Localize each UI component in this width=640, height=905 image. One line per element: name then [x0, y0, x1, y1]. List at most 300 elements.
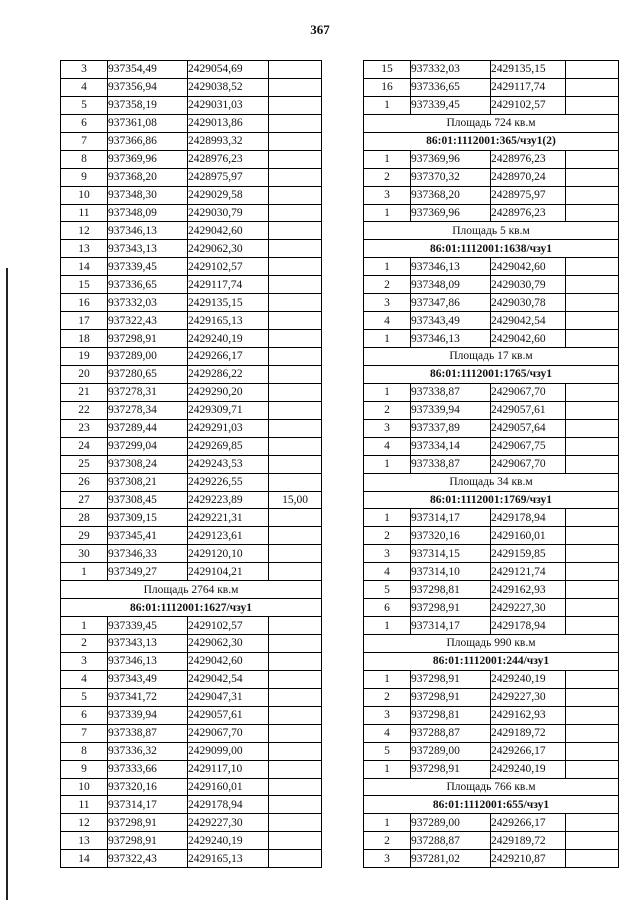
extra-value [269, 706, 322, 724]
coordinate-row [61, 760, 322, 778]
coordinate-row [61, 330, 322, 348]
extra-value [269, 473, 322, 491]
point-number: 2 [364, 401, 411, 419]
coord-y: 2429057,61 [491, 401, 566, 419]
coordinate-row [61, 114, 322, 132]
coord-y: 2429030,79 [188, 204, 269, 222]
coord-x: 937280,65 [108, 365, 188, 383]
extra-value [566, 168, 619, 186]
coordinate-row [364, 545, 619, 563]
coord-y: 2429057,61 [188, 706, 269, 724]
coord-x: 937346,13 [108, 222, 188, 240]
coordinate-row [364, 401, 619, 419]
coord-y: 2429223,89 [188, 491, 269, 509]
coord-x: 937298,91 [108, 832, 188, 850]
extra-value [566, 186, 619, 204]
coordinate-row [364, 688, 619, 706]
coordinate-row [364, 204, 619, 222]
coord-x: 937338,87 [411, 383, 491, 401]
extra-value [269, 78, 322, 96]
extra-value [269, 670, 322, 688]
extra-value [269, 814, 322, 832]
coord-y: 2429057,64 [491, 419, 566, 437]
point-number: 21 [61, 383, 108, 401]
parcel-header-row [364, 652, 619, 670]
coord-y: 2428970,24 [491, 168, 566, 186]
coordinate-row [61, 365, 322, 383]
coord-y: 2429029,58 [188, 186, 269, 204]
coord-y: 2428976,23 [491, 204, 566, 222]
coord-x: 937298,91 [411, 688, 491, 706]
coord-y: 2429102,57 [188, 617, 269, 635]
coord-y: 2429135,15 [188, 294, 269, 312]
extra-value [566, 419, 619, 437]
coord-x: 937338,87 [108, 724, 188, 742]
coord-y: 2429042,60 [491, 330, 566, 348]
coord-x: 937298,81 [411, 581, 491, 599]
point-number: 17 [61, 312, 108, 330]
coordinate-row [61, 276, 322, 294]
extra-value [269, 419, 322, 437]
point-number: 1 [364, 617, 411, 635]
point-number: 29 [61, 527, 108, 545]
coordinate-row [364, 742, 619, 760]
coord-x: 937349,27 [108, 563, 188, 581]
extra-value [566, 401, 619, 419]
coordinate-row [61, 527, 322, 545]
point-number: 16 [364, 78, 411, 96]
parcel-header-row [364, 796, 619, 814]
extra-value [269, 168, 322, 186]
point-number: 2 [364, 527, 411, 545]
coordinate-row [61, 312, 322, 330]
coord-y: 2429240,19 [188, 832, 269, 850]
point-number: 3 [364, 419, 411, 437]
coord-x: 937298,91 [411, 670, 491, 688]
extra-value [269, 617, 322, 635]
coord-y: 2429042,60 [188, 222, 269, 240]
point-number: 5 [364, 581, 411, 599]
coordinate-row [61, 294, 322, 312]
coord-y: 2429117,74 [188, 276, 269, 294]
coord-y: 2429178,94 [491, 509, 566, 527]
coord-y: 2429227,30 [188, 814, 269, 832]
coordinate-row [364, 150, 619, 168]
extra-value [269, 61, 322, 79]
coord-y: 2428976,23 [188, 150, 269, 168]
coord-y: 2429162,93 [491, 581, 566, 599]
coord-y: 2429189,72 [491, 832, 566, 850]
coord-x: 937314,17 [411, 509, 491, 527]
coord-y: 2429210,87 [491, 850, 566, 868]
coord-x: 937299,04 [108, 437, 188, 455]
point-number: 4 [364, 724, 411, 742]
coord-y: 2429159,85 [491, 545, 566, 563]
coord-x: 937314,15 [411, 545, 491, 563]
extra-value [269, 401, 322, 419]
coord-x: 937339,45 [411, 96, 491, 114]
point-number: 1 [364, 204, 411, 222]
coord-y: 2429099,00 [188, 742, 269, 760]
coord-y: 2429290,20 [188, 383, 269, 401]
coordinate-row [61, 742, 322, 760]
coordinate-row [364, 96, 619, 114]
coordinate-row [61, 455, 322, 473]
coord-y: 2429054,69 [188, 61, 269, 79]
coordinate-row [61, 850, 322, 868]
parcel-header-row [364, 132, 619, 150]
coordinate-row [61, 419, 322, 437]
extra-value [269, 778, 322, 796]
coordinate-row [61, 635, 322, 653]
point-number: 7 [61, 132, 108, 150]
point-number: 8 [61, 150, 108, 168]
coordinate-row [364, 330, 619, 348]
coordinate-row [364, 760, 619, 778]
coord-x: 937348,09 [411, 276, 491, 294]
area-label: Площадь 17 кв.м [364, 348, 619, 366]
extra-value [269, 509, 322, 527]
coord-y: 2429269,85 [188, 437, 269, 455]
extra-value [269, 455, 322, 473]
extra-value [269, 365, 322, 383]
coord-x: 937346,13 [411, 258, 491, 276]
coordinate-row [364, 61, 619, 79]
area-label: Площадь 766 кв.м [364, 778, 619, 796]
coordinate-row [61, 258, 322, 276]
coordinate-row [364, 563, 619, 581]
coord-x: 937320,16 [411, 527, 491, 545]
coord-x: 937345,41 [108, 527, 188, 545]
coord-y: 2429030,79 [491, 276, 566, 294]
coord-x: 937339,45 [108, 617, 188, 635]
point-number: 1 [364, 150, 411, 168]
coordinate-row [364, 168, 619, 186]
coordinate-row [364, 383, 619, 401]
point-number: 4 [61, 78, 108, 96]
coordinate-row [61, 383, 322, 401]
coordinate-row [61, 61, 322, 79]
point-number: 5 [364, 742, 411, 760]
area-row [364, 348, 619, 366]
extra-value [566, 150, 619, 168]
point-number: 6 [61, 114, 108, 132]
extra-value [566, 832, 619, 850]
coord-y: 2429067,75 [491, 437, 566, 455]
extra-value [566, 312, 619, 330]
coordinate-row [364, 455, 619, 473]
point-number: 10 [61, 186, 108, 204]
point-number: 1 [364, 330, 411, 348]
extra-value [269, 258, 322, 276]
extra-value [269, 348, 322, 366]
point-number: 2 [364, 832, 411, 850]
coord-y: 2429160,01 [188, 778, 269, 796]
coord-y: 2429030,78 [491, 294, 566, 312]
coord-y: 2428993,32 [188, 132, 269, 150]
extra-value [269, 114, 322, 132]
parcel-cadastral-number: 86:01:1112001:655/чзу1 [364, 796, 619, 814]
coordinate-row [364, 437, 619, 455]
extra-value [566, 724, 619, 742]
extra-value [269, 527, 322, 545]
point-number: 6 [364, 599, 411, 617]
area-label: Площадь 724 кв.м [364, 114, 619, 132]
coord-x: 937368,20 [411, 186, 491, 204]
coord-y: 2429227,30 [491, 688, 566, 706]
coord-y: 2429067,70 [491, 455, 566, 473]
point-number: 13 [61, 240, 108, 258]
extra-value [566, 527, 619, 545]
coord-x: 937309,15 [108, 509, 188, 527]
extra-value [269, 186, 322, 204]
coord-x: 937368,20 [108, 168, 188, 186]
coord-x: 937288,87 [411, 724, 491, 742]
point-number: 5 [61, 688, 108, 706]
coordinate-row [364, 617, 619, 635]
coord-x: 937289,00 [108, 348, 188, 366]
point-number: 4 [364, 312, 411, 330]
coord-y: 2429266,17 [188, 348, 269, 366]
point-number: 11 [61, 204, 108, 222]
parcel-header-row [364, 491, 619, 509]
coord-y: 2429062,30 [188, 240, 269, 258]
coord-y: 2429165,13 [188, 850, 269, 868]
extra-value [269, 832, 322, 850]
extra-value [269, 312, 322, 330]
coord-y: 2429067,70 [491, 383, 566, 401]
extra-value [269, 760, 322, 778]
coord-x: 937346,33 [108, 545, 188, 563]
coord-x: 937336,32 [108, 742, 188, 760]
coordinate-row [61, 240, 322, 258]
coord-y: 2429120,10 [188, 545, 269, 563]
point-number: 2 [364, 276, 411, 294]
point-number: 19 [61, 348, 108, 366]
coord-y: 2429226,55 [188, 473, 269, 491]
coord-y: 2429042,60 [188, 652, 269, 670]
coordinate-row [364, 724, 619, 742]
point-number: 12 [61, 814, 108, 832]
extra-value [269, 204, 322, 222]
area-row [364, 778, 619, 796]
point-number: 10 [61, 778, 108, 796]
coordinate-row [364, 294, 619, 312]
coord-y: 2429038,52 [188, 78, 269, 96]
coord-y: 2429042,54 [491, 312, 566, 330]
extra-value [269, 240, 322, 258]
coord-x: 937298,91 [411, 599, 491, 617]
extra-value [566, 850, 619, 868]
extra-value [269, 294, 322, 312]
coord-y: 2429102,57 [491, 96, 566, 114]
point-number: 1 [364, 760, 411, 778]
coordinate-row [61, 132, 322, 150]
coordinate-row [61, 509, 322, 527]
coord-x: 937369,96 [411, 204, 491, 222]
extra-value [269, 222, 322, 240]
coord-x: 937289,00 [411, 814, 491, 832]
coord-y: 2429227,30 [491, 599, 566, 617]
coordinate-row [364, 581, 619, 599]
coord-x: 937333,66 [108, 760, 188, 778]
coordinate-row [364, 509, 619, 527]
extra-value: 15,00 [269, 491, 322, 509]
coord-x: 937289,00 [411, 742, 491, 760]
extra-value [269, 96, 322, 114]
coordinate-row [364, 419, 619, 437]
coord-y: 2429240,19 [188, 330, 269, 348]
point-number: 1 [364, 455, 411, 473]
point-number: 1 [364, 383, 411, 401]
coord-y: 2429162,93 [491, 706, 566, 724]
coord-x: 937332,03 [411, 61, 491, 79]
coordinate-row [61, 204, 322, 222]
coord-x: 937332,03 [108, 294, 188, 312]
coordinate-row [61, 437, 322, 455]
coordinate-row [61, 814, 322, 832]
coord-x: 937348,09 [108, 204, 188, 222]
extra-value [269, 635, 322, 653]
coord-y: 2429240,19 [491, 760, 566, 778]
point-number: 3 [364, 545, 411, 563]
coord-y: 2429031,03 [188, 96, 269, 114]
area-row [61, 581, 322, 599]
coord-y: 2429117,10 [188, 760, 269, 778]
point-number: 27 [61, 491, 108, 509]
coord-y: 2429309,71 [188, 401, 269, 419]
point-number: 14 [61, 258, 108, 276]
coord-x: 937369,96 [108, 150, 188, 168]
coord-x: 937354,49 [108, 61, 188, 79]
coordinate-row [61, 617, 322, 635]
parcel-cadastral-number: 86:01:1112001:1765/чзу1 [364, 365, 619, 383]
area-label: Площадь 34 кв.м [364, 473, 619, 491]
coord-x: 937308,45 [108, 491, 188, 509]
coord-x: 937358,19 [108, 96, 188, 114]
area-row [364, 114, 619, 132]
coordinate-row [364, 78, 619, 96]
coord-x: 937356,94 [108, 78, 188, 96]
parcel-cadastral-number: 86:01:1112001:1627/чзу1 [61, 599, 322, 617]
coordinate-row [61, 724, 322, 742]
point-number: 9 [61, 760, 108, 778]
coord-x: 937339,45 [108, 258, 188, 276]
coord-y: 2429221,31 [188, 509, 269, 527]
parcel-cadastral-number: 86:01:1112001:1638/чзу1 [364, 240, 619, 258]
point-number: 3 [364, 294, 411, 312]
point-number: 4 [364, 563, 411, 581]
coord-x: 937278,34 [108, 401, 188, 419]
coord-x: 937341,72 [108, 688, 188, 706]
extra-value [269, 383, 322, 401]
coordinate-row [364, 670, 619, 688]
coordinate-row [61, 491, 322, 509]
coord-y: 2429178,94 [491, 617, 566, 635]
coord-x: 937281,02 [411, 850, 491, 868]
coord-y: 2428976,23 [491, 150, 566, 168]
coord-x: 937322,43 [108, 850, 188, 868]
point-number: 24 [61, 437, 108, 455]
coord-x: 937346,13 [411, 330, 491, 348]
coordinate-row [61, 832, 322, 850]
point-number: 23 [61, 419, 108, 437]
coord-x: 937361,08 [108, 114, 188, 132]
coord-x: 937343,49 [411, 312, 491, 330]
coord-y: 2429123,61 [188, 527, 269, 545]
coord-x: 937336,65 [108, 276, 188, 294]
extra-value [269, 132, 322, 150]
area-label: Площадь 990 кв.м [364, 635, 619, 653]
point-number: 1 [61, 617, 108, 635]
point-number: 15 [61, 276, 108, 294]
extra-value [566, 294, 619, 312]
extra-value [566, 599, 619, 617]
coord-y: 2429062,30 [188, 635, 269, 653]
point-number: 1 [364, 509, 411, 527]
coord-x: 937337,89 [411, 419, 491, 437]
coord-y: 2429042,54 [188, 670, 269, 688]
coord-y: 2429266,17 [491, 814, 566, 832]
coord-y: 2429102,57 [188, 258, 269, 276]
point-number: 3 [364, 706, 411, 724]
coordinate-row [364, 258, 619, 276]
coord-x: 937278,31 [108, 383, 188, 401]
point-number: 7 [61, 724, 108, 742]
extra-value [269, 150, 322, 168]
extra-value [269, 330, 322, 348]
coord-x: 937343,13 [108, 240, 188, 258]
coord-y: 2429286,22 [188, 365, 269, 383]
coord-x: 937366,86 [108, 132, 188, 150]
coord-y: 2429243,53 [188, 455, 269, 473]
coordinate-row [364, 599, 619, 617]
point-number: 4 [61, 670, 108, 688]
point-number: 26 [61, 473, 108, 491]
coord-x: 937314,17 [411, 617, 491, 635]
point-number: 14 [61, 850, 108, 868]
point-number: 1 [364, 814, 411, 832]
point-number: 25 [61, 455, 108, 473]
coordinates-table-left [60, 60, 322, 868]
point-number: 1 [364, 670, 411, 688]
point-number: 16 [61, 294, 108, 312]
point-number: 2 [61, 635, 108, 653]
extra-value [566, 760, 619, 778]
point-number: 3 [61, 61, 108, 79]
coord-x: 937320,16 [108, 778, 188, 796]
parcel-header-row [364, 240, 619, 258]
extra-value [566, 617, 619, 635]
point-number: 3 [61, 652, 108, 670]
coordinates-table-right [363, 60, 619, 868]
point-number: 12 [61, 222, 108, 240]
coord-x: 937336,65 [411, 78, 491, 96]
coordinate-row [61, 688, 322, 706]
extra-value [566, 204, 619, 222]
extra-value [566, 742, 619, 760]
point-number: 8 [61, 742, 108, 760]
coord-y: 2429178,94 [188, 796, 269, 814]
scan-edge-line [6, 268, 8, 900]
point-number: 30 [61, 545, 108, 563]
point-number: 1 [364, 96, 411, 114]
point-number: 20 [61, 365, 108, 383]
extra-value [566, 563, 619, 581]
extra-value [566, 814, 619, 832]
extra-value [566, 96, 619, 114]
extra-value [269, 796, 322, 814]
